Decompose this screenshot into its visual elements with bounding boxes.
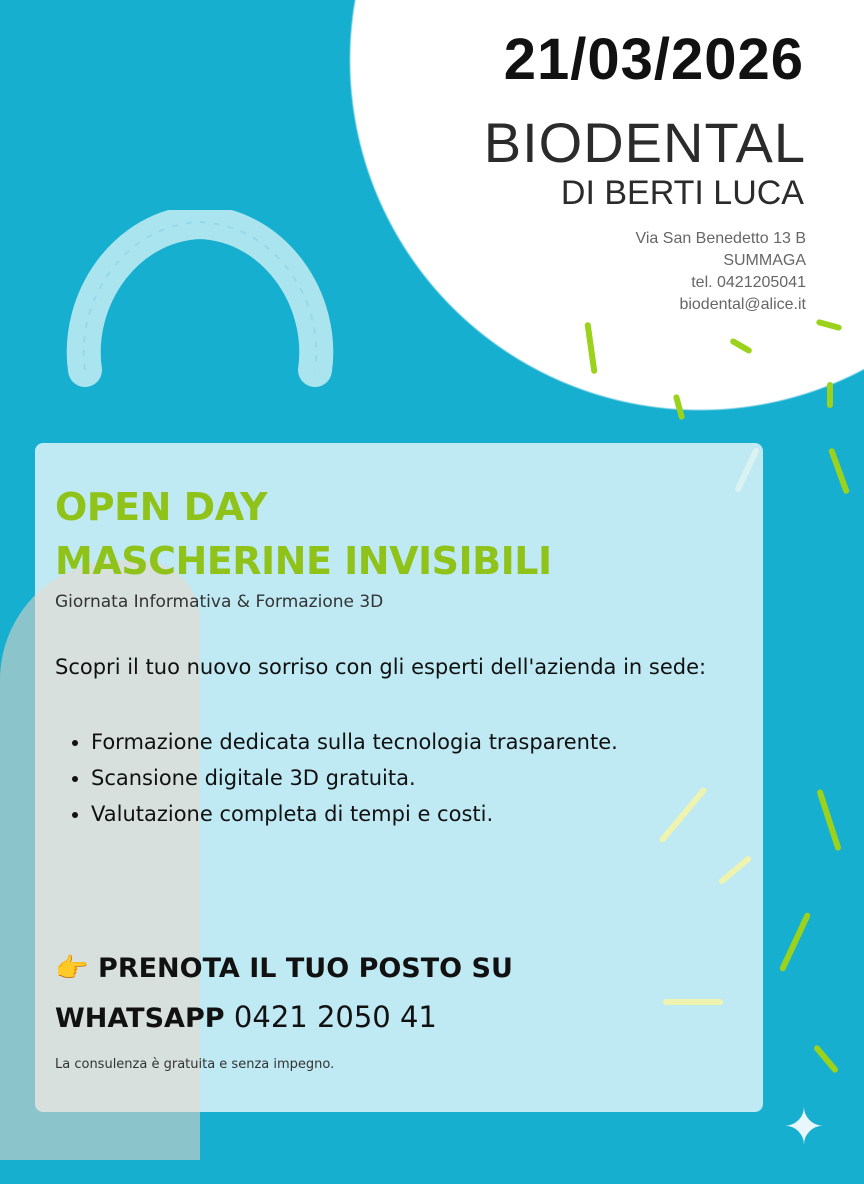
footnote: La consulenza è gratuita e senza impegno.	[55, 1057, 335, 1072]
list-item: • Scansione digitale 3D gratuita.	[91, 760, 745, 796]
whatsapp-number: 0421 2050 41	[233, 1000, 437, 1034]
confetti-stick	[779, 912, 811, 973]
benefits-list	[55, 724, 745, 832]
title-line-2: MASCHERINE INVISIBILI	[55, 539, 552, 583]
confetti-stick	[729, 337, 753, 354]
booking-cta	[55, 945, 513, 1043]
phone: tel. 0421205041	[691, 274, 806, 291]
confetti-stick	[827, 382, 833, 408]
pointing-hand-icon: 👉	[55, 953, 89, 984]
sparkle-icon: ✦	[783, 1098, 825, 1156]
address: Via San Benedetto 13 B	[635, 230, 806, 247]
title-line-1: OPEN DAY	[55, 485, 267, 529]
confetti-stick	[584, 322, 597, 374]
email: biodental@alice.it	[679, 296, 806, 313]
tagline: Giornata Informativa & Formazione 3D	[55, 592, 384, 612]
confetti-stick	[816, 789, 841, 852]
event-title	[55, 480, 552, 588]
confetti-stick	[813, 1044, 839, 1074]
confetti-stick	[673, 394, 686, 421]
confetti-stick	[663, 999, 723, 1005]
whatsapp-label: WHATSAPP	[55, 1003, 225, 1034]
brand-owner: DI BERTI LUCA	[560, 174, 804, 212]
contact-info	[635, 228, 806, 316]
brand-name: BIODENTAL	[483, 111, 806, 174]
city: SUMMAGA	[723, 252, 806, 269]
list-item: • Valutazione completa di tempi e costi.	[91, 796, 745, 832]
cta-line-1: PRENOTA IL TUO POSTO SU	[98, 953, 513, 984]
confetti-stick	[816, 319, 843, 332]
intro-text: Scopri il tuo nuovo sorriso con gli esperti dell'azienda in sede:	[55, 655, 707, 679]
list-item: • Formazione dedicata sulla tecnologia trasparente.	[91, 724, 745, 760]
event-date: 21/03/2026	[503, 27, 804, 92]
confetti-stick	[828, 447, 850, 494]
aligner-image	[65, 210, 335, 395]
